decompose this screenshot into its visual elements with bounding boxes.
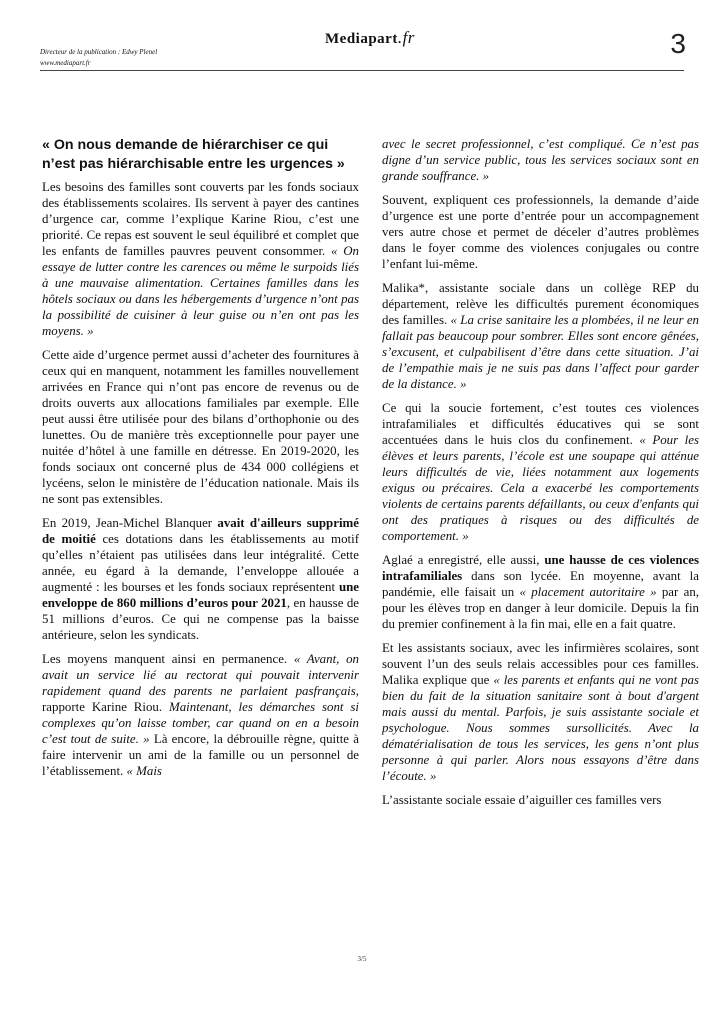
paragraph-text: , en hausse de 51 millions d’euros. Ce qui ne compense pas la baisse antérieure, selon les syndicats. bbox=[42, 596, 359, 642]
quote: « les parents et enfants qui ne vont pas bien du fait de la situation sanitaire sont à bout d'argent mais aussi du mental. Parfois, je suis assistante sociale et psychologue. Nous sommes sursollicités. Avec la dématérialisation de tous les services, les gens n’ont plus personne à qui parler. Alors nous essayons d’être dans l’écoute. » bbox=[382, 673, 699, 783]
quote: « On essaye de lutter contre les carences ou même le surpoids liés à une mauvaise alimentation. Certaines familles dans les hôtels sociaux ou dans les hébergements d’urgence n’ont pas la possibilité de cuisiner à leur guise ou n’en ont pas les moyens. » bbox=[42, 244, 359, 338]
paragraph bbox=[382, 552, 699, 632]
paragraph bbox=[382, 640, 699, 784]
quote: Maintenant, les démarches sont si complexes qu’on laisse tomber, car quand on en a besoin c’est tout de suite. » bbox=[42, 700, 359, 746]
emphasis: avait d'ailleurs supprimé de moitié bbox=[42, 516, 359, 546]
left-column bbox=[42, 136, 359, 779]
paragraph: L’assistante sociale essaie d’aiguiller ces familles vers bbox=[382, 793, 662, 807]
quote: avec le secret professionnel, c’est compliqué. Ce n’est pas digne d’un service public, tous les services sociaux sont en grande souffrance. » bbox=[382, 137, 699, 183]
paragraph bbox=[42, 179, 359, 339]
paragraph bbox=[42, 651, 359, 779]
header-rule bbox=[40, 70, 684, 71]
paragraph-text: Et les assistants sociaux, avec les infirmières scolaires, sont souvent l’un des seuls relais accessibles pour ces familles. Malika explique que bbox=[382, 641, 699, 687]
brand-logo bbox=[325, 28, 415, 48]
paragraph-text: ces dotations dans les établissements au motif qu’elles n’étaient pas utilisées dans leur intégralité. Cette année, eu égard à la demande, l’enveloppe allouée a augmenté : les bourses et les fonds sociaux représentent bbox=[42, 532, 359, 594]
quote: « Avant, on avait un service lié au rectorat qui pouvait intervenir rapidement quand des parents ne parlaient pasfrançais bbox=[42, 652, 359, 698]
paragraph: Souvent, expliquent ces professionnels, la demande d’aide d’urgence est une porte d’entrée pour un accompagnement vers autre chose et permet de déceler d’autres problèmes dans le foyer comme des violences conjugales ou contre l’enfant lui-même. bbox=[382, 193, 699, 271]
paragraph-text: , rapporte Karine Riou. bbox=[42, 684, 359, 714]
quote: « Pour les élèves et leurs parents, l’école est une soupape qui atténue leurs difficultés de vie, liées notamment aux logements exigus ou précaires. Cela a exacerbé les comportements violents de certains parents défaillants, ou ceux d'enfants qui ont des pratiques à risques ou des difficultés de comportement. » bbox=[382, 433, 699, 543]
paragraph-text: par an, pour les élèves trop en danger à leur domicile. Depuis la fin du premier confinement à la fin mai, elle en a fait quatre. bbox=[382, 585, 699, 631]
paragraph-text: Ce qui la soucie fortement, c’est toutes ces violences intrafamiliales et difficultés éducatives qui se sont accentuées dans le huis clos du confinement. bbox=[382, 401, 699, 447]
paragraph bbox=[382, 136, 699, 184]
paragraph-text: En 2019, Jean-Michel Blanquer bbox=[42, 516, 218, 530]
section-heading: « On nous demande de hiérarchiser ce qui n’est pas hiérarchisable entre les urgences » bbox=[42, 137, 345, 172]
quote: « La crise sanitaire les a plombées, il ne leur en fallait pas beaucoup pour sombrer. Elles sont encore gênées, s’excusent, et culpabilisent d’être dans cette situation. J’ai de l’empathie mais je ne suis pas dans l’affect pour garder de la distance. » bbox=[382, 313, 700, 391]
website-url: www.mediapart.fr bbox=[40, 59, 91, 67]
page-number: 3 bbox=[670, 28, 686, 59]
publication-info bbox=[40, 47, 157, 69]
paragraph-text: Malika*, assistante sociale dans un collège REP du département, relève les difficultés purement économiques des familles. bbox=[382, 281, 699, 327]
paragraph bbox=[382, 280, 699, 392]
page-indicator: 3/5 bbox=[357, 955, 367, 963]
quote: « Mais bbox=[126, 764, 162, 778]
publication-director: Directeur de la publication : Edwy Plenel bbox=[40, 48, 158, 56]
brand-suffix: .fr bbox=[397, 28, 415, 47]
quote: « placement autoritaire » bbox=[519, 585, 657, 599]
paragraph bbox=[382, 400, 699, 544]
paragraph: Cette aide d’urgence permet aussi d’acheter des fournitures à ceux qui en manquent, notamment les familles nouvellement arrivées en France qui n’ont pas encore de revenus ou de droits ouverts aux allocations familiales par exemple. Elle peut aussi être utilisée pour des bilans d’orthophonie ou des lunettes. Ou de manière très exceptionnelle pour payer une nuitée d’hôtel à une famille en détresse. En 2019-2020, les fonds sociaux ont concerné plus de 434 000 collégiens et lycéens, selon le ministère de l’éducation nationale. Mais ils ne sont pas extensibles. bbox=[42, 348, 359, 506]
brand-name: Mediapart bbox=[325, 31, 398, 47]
paragraph-text: Aglaé a enregistré, elle aussi, bbox=[382, 553, 545, 567]
paragraph-text: Là encore, la débrouille règne, quitte à faire intervenir un ami de la famille ou un personnel de l’établissement. bbox=[42, 732, 359, 778]
emphasis: une hausse de ces violences intrafamiliales bbox=[382, 553, 699, 583]
right-column bbox=[382, 136, 699, 808]
paragraph-text: Les besoins des familles sont couverts par les fonds sociaux des établissements scolaires. Ils servent à payer des cantines d’urgence car, comme l’explique Karine Riou, c’est une priorité. Ce repas est souvent le seul équilibré et complet que les enfants de familles pauvres peuvent consommer. bbox=[42, 180, 359, 258]
paragraph-text: dans son lycée. En moyenne, avant la pandémie, elle faisait un bbox=[382, 569, 699, 599]
paragraph-text: Les moyens manquent ainsi en permanence. bbox=[42, 652, 294, 666]
emphasis: une enveloppe de 860 millions d’euros pour 2021 bbox=[42, 580, 359, 610]
paragraph bbox=[42, 515, 359, 643]
